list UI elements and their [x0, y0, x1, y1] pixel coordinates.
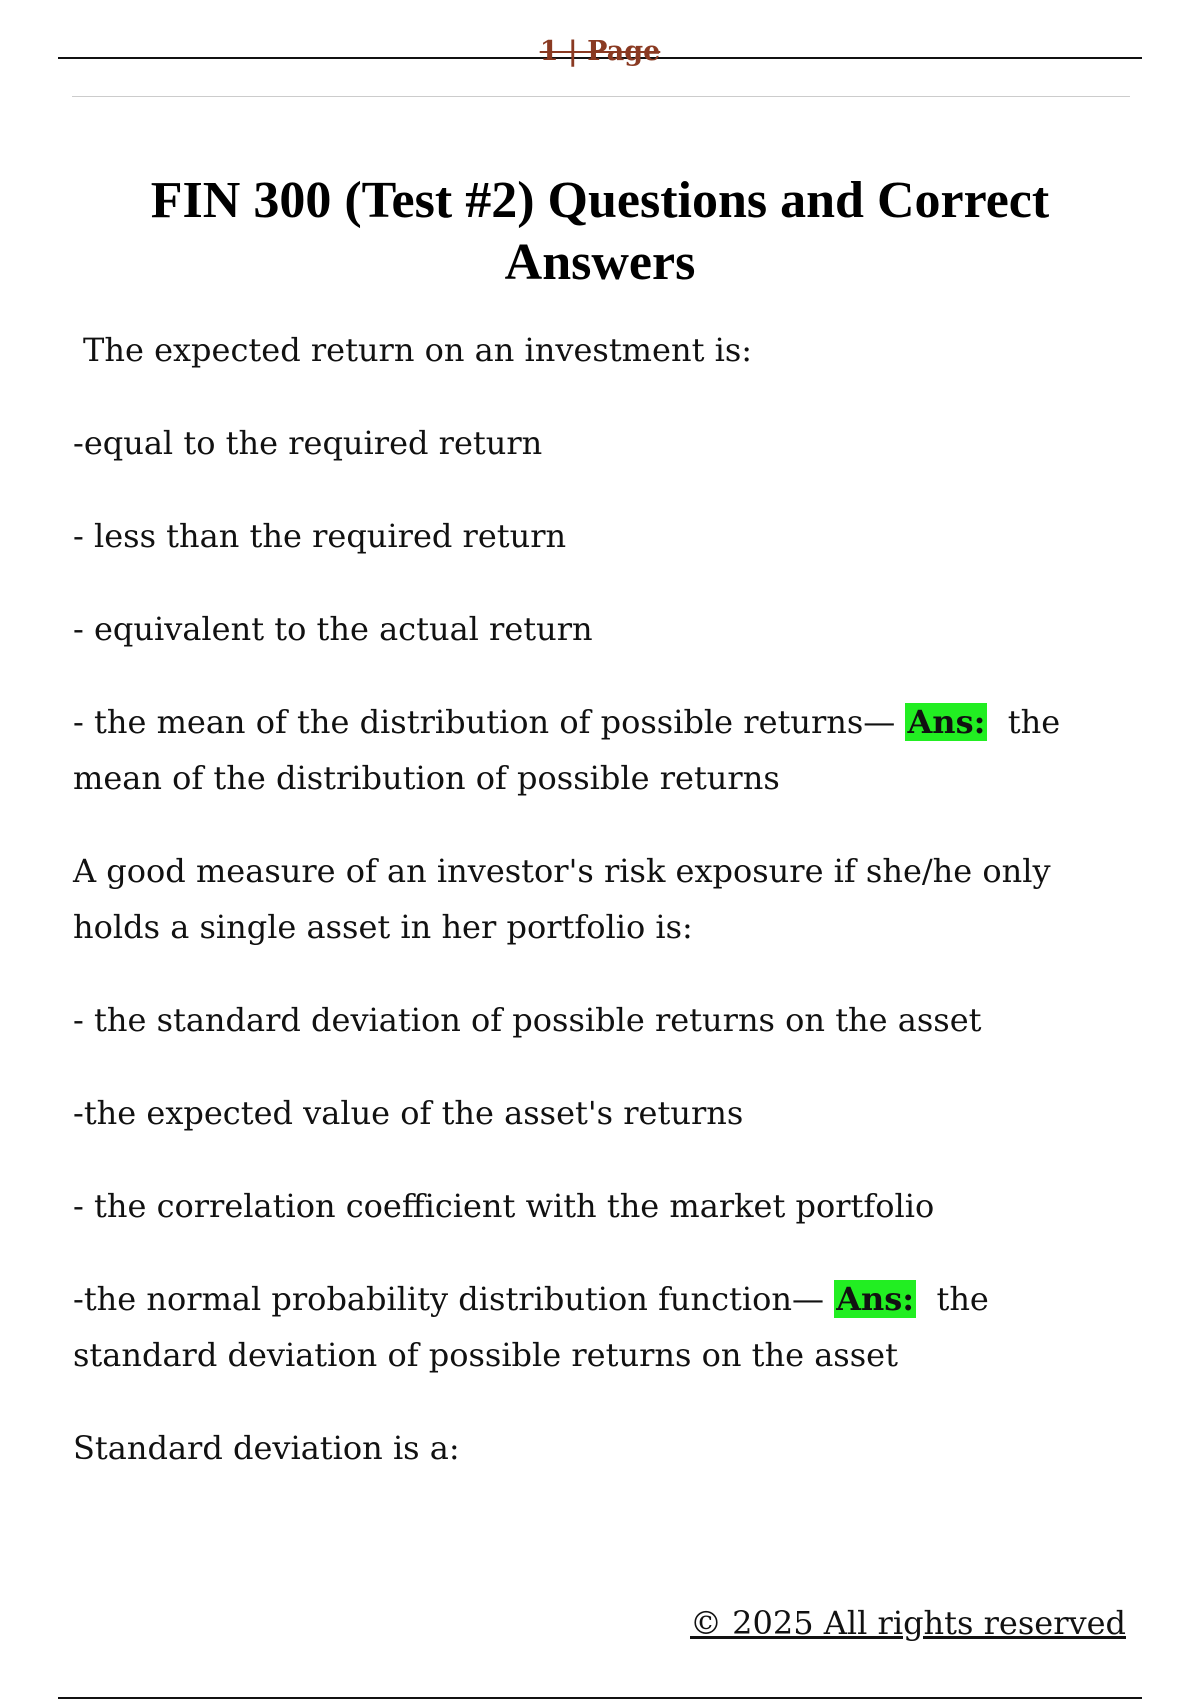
question-2-option-4-with-answer — [73, 1271, 1133, 1383]
question-3-prompt: Standard deviation is a: — [73, 1429, 460, 1467]
question-2-option-1: - the standard deviation of possible returns on the asset — [73, 1001, 982, 1039]
question-1-option-1: -equal to the required return — [73, 424, 543, 462]
question-1-option-4-with-answer — [73, 694, 1133, 806]
header-divider — [72, 96, 1130, 97]
answer-badge: Ans: — [907, 703, 986, 741]
question-1-option-3: - equivalent to the actual return — [73, 610, 593, 648]
question-2-option-3: - the correlation coefficient with the market portfolio — [73, 1187, 935, 1225]
question-1-prompt: The expected return on an investment is: — [83, 331, 753, 369]
question-1-option-4: - the mean of the distribution of possible returns— — [73, 703, 896, 741]
document-body — [73, 322, 1133, 1513]
footer-rule — [58, 1697, 1142, 1699]
question-2-answer: the standard deviation of possible returns on the asset — [73, 1280, 989, 1374]
document-title: FIN 300 (Test #2) Questions and Correct Answers — [150, 172, 1050, 291]
answer-badge: Ans: — [836, 1280, 915, 1318]
question-2-option-2: -the expected value of the asset's returns — [73, 1094, 744, 1132]
copyright-notice: © 2025 All rights reserved — [690, 1604, 1126, 1642]
page-number-label: 1 | Page — [539, 36, 661, 67]
question-2-option-4: -the normal probability distribution function— — [73, 1280, 825, 1318]
question-1-answer: the mean of the distribution of possible returns — [73, 703, 1061, 797]
question-1-option-2: - less than the required return — [73, 517, 567, 555]
question-2-prompt: A good measure of an investor's risk exposure if she/he only holds a single asset in her portfolio is: — [73, 852, 1051, 946]
